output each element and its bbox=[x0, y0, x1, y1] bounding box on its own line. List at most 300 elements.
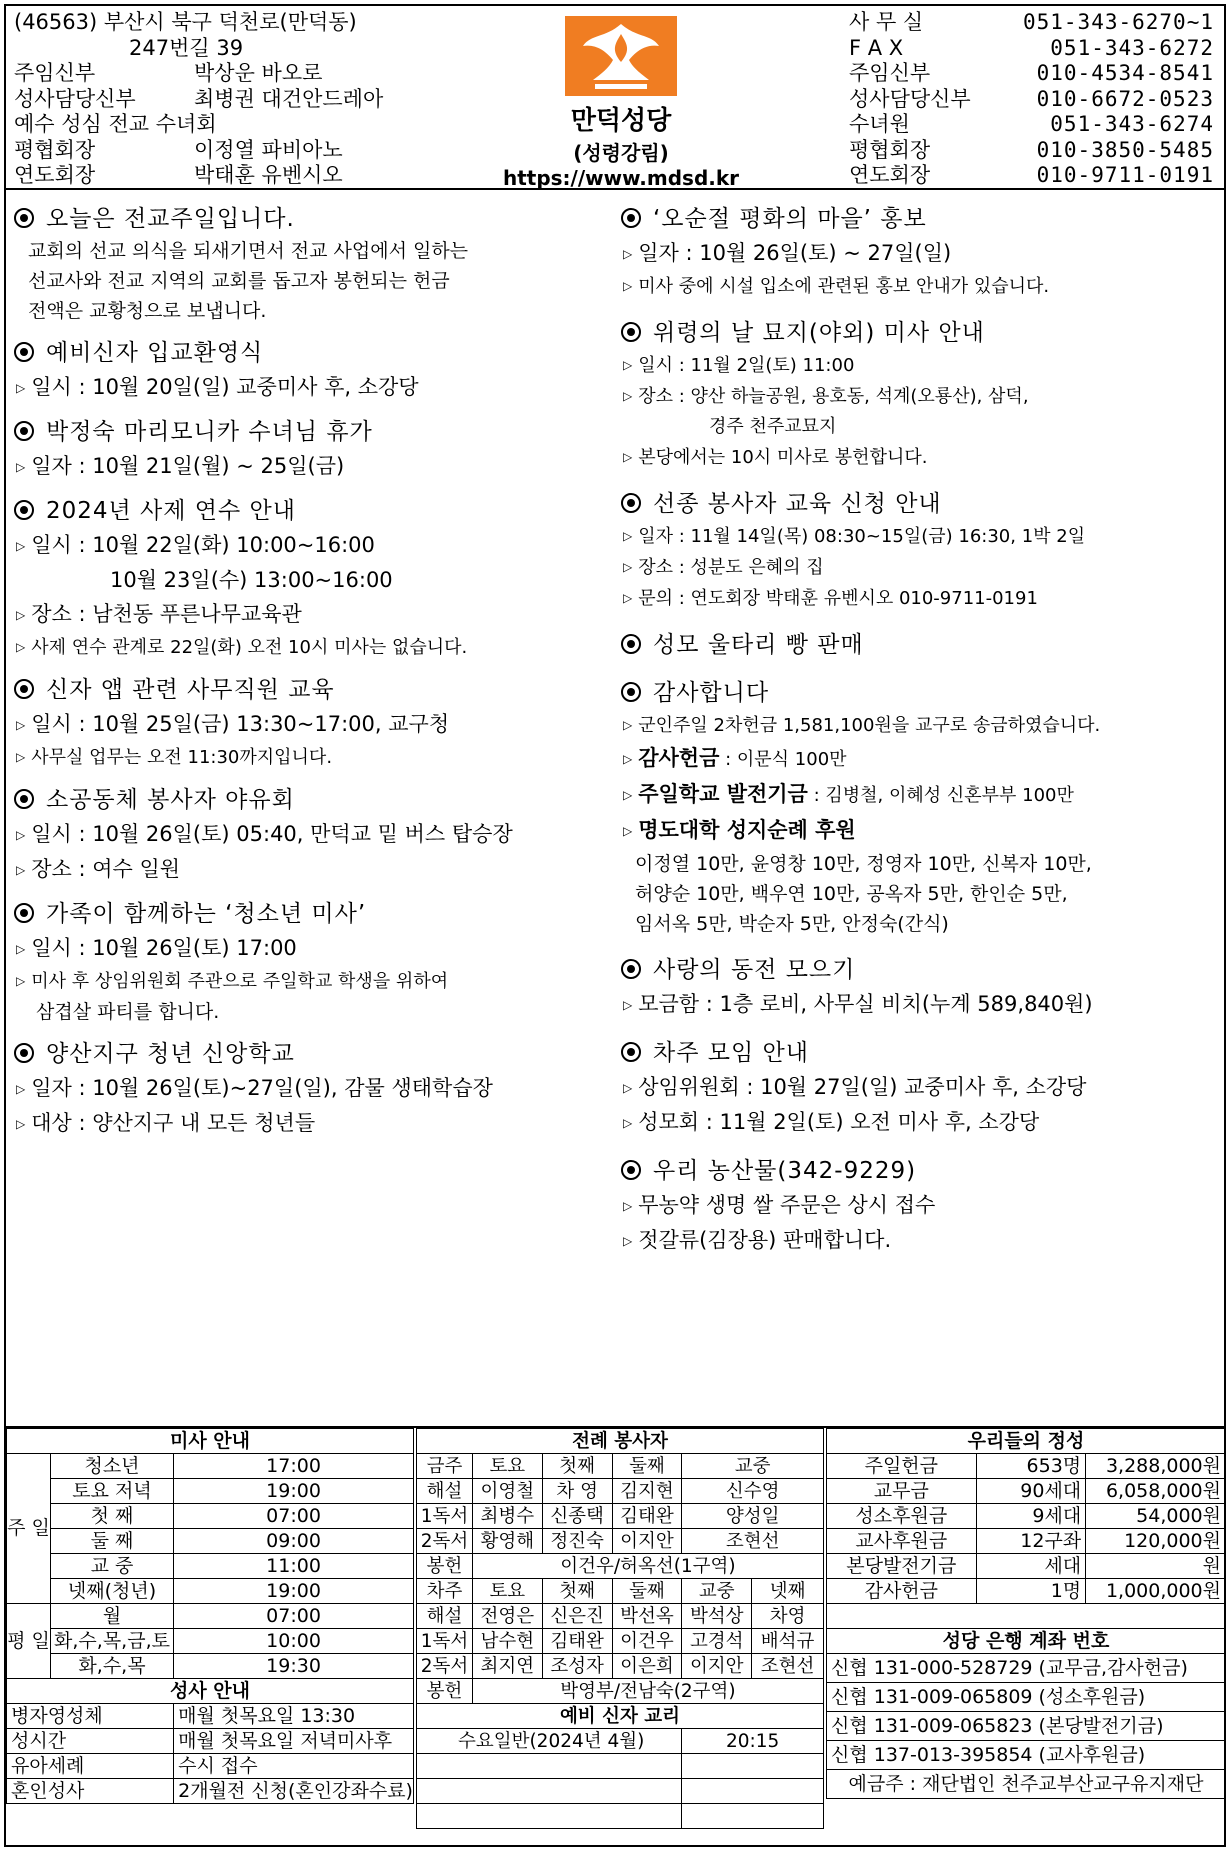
notice-title-text: 2024년 사제 연수 안내 bbox=[46, 498, 296, 524]
notice-item-text: 장소 : 성분도 은혜의 집 bbox=[638, 557, 824, 578]
liturgy-head: 둘째 bbox=[612, 1454, 682, 1479]
empty-cell bbox=[417, 1804, 682, 1829]
notice-item bbox=[14, 931, 604, 966]
circle-bullet-icon bbox=[621, 634, 641, 654]
notice-item-text: 장소 : 남천동 푸른나무교육관 bbox=[31, 602, 302, 626]
notice-item-text: 사제 연수 관계로 22일(화) 오전 10시 미사는 없습니다. bbox=[31, 637, 468, 658]
notice-item-text: 일시 : 10월 25일(금) 13:30~17:00, 교구청 bbox=[31, 712, 450, 736]
notice-title-text: 소공동체 봉사자 야유회 bbox=[46, 787, 295, 813]
bank-account: 신협 131-000-528729 (교무금,감사헌금) bbox=[827, 1654, 1226, 1683]
notice-title bbox=[621, 487, 1221, 521]
offering-amount: 원 bbox=[1086, 1554, 1226, 1579]
thanks-label: 감사헌금 bbox=[638, 746, 720, 770]
notice-item bbox=[14, 370, 604, 405]
triangle-bullet-icon: ▷ bbox=[16, 1117, 26, 1131]
offering-count: 12구좌 bbox=[976, 1529, 1086, 1554]
notice-section bbox=[14, 202, 604, 326]
notice-item bbox=[14, 449, 604, 484]
parish-info-row: (46563) 부산시 북구 덕천로(만덕동) bbox=[14, 10, 357, 34]
notice-item bbox=[14, 528, 604, 563]
liturgy-cell: 1독서 bbox=[417, 1504, 473, 1529]
notice-item-text: 상임위원회 : 10월 27일(일) 교중미사 후, 소강당 bbox=[638, 1075, 1087, 1099]
triangle-bullet-icon: ▷ bbox=[623, 247, 633, 261]
liturgy-head: 교중 bbox=[682, 1579, 752, 1604]
mass-name: 둘 째 bbox=[50, 1529, 173, 1554]
circle-bullet-icon bbox=[14, 208, 34, 228]
notice-section bbox=[621, 953, 1221, 1022]
mass-weekday-label: 평 일 bbox=[7, 1604, 51, 1679]
thanks-item bbox=[621, 741, 1221, 777]
notice-section bbox=[621, 1036, 1221, 1140]
triangle-bullet-icon: ▷ bbox=[16, 942, 26, 956]
offering-name: 교무금 bbox=[827, 1479, 977, 1504]
notice-title-text: 우리 농산물(342-9229) bbox=[653, 1158, 917, 1184]
liturgy-offer-label: 봉헌 bbox=[417, 1679, 473, 1704]
notice-title bbox=[621, 953, 1221, 987]
contact-numbers bbox=[849, 10, 1214, 189]
liturgy-cell: 배석규 bbox=[752, 1629, 824, 1654]
contact-row bbox=[849, 163, 1214, 189]
notice-item bbox=[14, 707, 604, 742]
sacrament-schedule: 매월 첫목요일 저녁미사후 bbox=[174, 1729, 414, 1754]
liturgy-head: 토요 bbox=[472, 1579, 542, 1604]
notice-title-text: 차주 모임 안내 bbox=[653, 1040, 809, 1066]
empty-cell bbox=[682, 1754, 824, 1779]
parish-info-label: 성사담당신부 bbox=[14, 86, 136, 111]
notice-title bbox=[14, 494, 604, 528]
contact-number: 010-9711-0191 bbox=[1036, 163, 1214, 187]
donor-line: 이정열 10만, 윤영창 10만, 정영자 10만, 신복자 10만, bbox=[635, 853, 1092, 875]
contact-number: 010-4534-8541 bbox=[1036, 61, 1214, 85]
triangle-bullet-icon: ▷ bbox=[623, 389, 633, 403]
notice-item bbox=[621, 1105, 1221, 1140]
notice-item bbox=[14, 597, 604, 632]
triangle-bullet-icon: ▷ bbox=[623, 1234, 633, 1248]
triangle-bullet-icon: ▷ bbox=[16, 750, 26, 764]
liturgy-cell: 박선옥 bbox=[612, 1604, 682, 1629]
sacrament-schedule: 매월 첫목요일 13:30 bbox=[174, 1704, 414, 1729]
notice-title-text: 사랑의 동전 모으기 bbox=[653, 957, 856, 983]
notice-item-text: 성모회 : 11월 2일(토) 오전 미사 후, 소강당 bbox=[638, 1110, 1040, 1134]
liturgy-cell: 최지연 bbox=[472, 1654, 542, 1679]
empty-cell bbox=[682, 1779, 824, 1804]
contact-number: 051-343-6270~1 bbox=[1022, 10, 1214, 34]
contact-row bbox=[849, 10, 1214, 36]
notice-item-text: 미사 중에 시설 입소에 관련된 홍보 안내가 있습니다. bbox=[638, 276, 1050, 297]
notice-section bbox=[621, 202, 1221, 302]
notice-item bbox=[14, 742, 604, 773]
liturgy-head: 금주 bbox=[417, 1454, 473, 1479]
triangle-bullet-icon: ▷ bbox=[623, 788, 633, 802]
contact-label: 평협회장 bbox=[849, 137, 931, 162]
triangle-bullet-icon: ▷ bbox=[623, 560, 633, 574]
sacrament-table-title: 성사 안내 bbox=[7, 1679, 414, 1704]
notice-item-text: 사무실 업무는 오전 11:30까지입니다. bbox=[31, 747, 333, 768]
notice-title-text: 가족이 함께하는 ‘청소년 미사’ bbox=[46, 901, 367, 927]
circle-bullet-icon bbox=[14, 342, 34, 362]
notice-item-text: 본당에서는 10시 미사로 봉헌합니다. bbox=[638, 447, 928, 468]
mass-time: 10:00 bbox=[174, 1629, 414, 1654]
notice-section bbox=[14, 783, 604, 887]
notice-item-text: 장소 : 양산 하늘공원, 용호동, 석계(오룡산), 삼덕, bbox=[638, 386, 1029, 407]
notice-title bbox=[14, 897, 604, 931]
notice-item-continued: 경주 천주교묘지 bbox=[709, 416, 837, 437]
contact-label: F A X bbox=[849, 35, 904, 60]
notice-item bbox=[14, 1071, 604, 1106]
notice-item-text: 일시 : 11월 2일(토) 11:00 bbox=[638, 355, 855, 376]
notice-item-text: 무농약 생명 쌀 주문은 상시 접수 bbox=[638, 1193, 936, 1217]
offering-name: 본당발전기금 bbox=[827, 1554, 977, 1579]
contact-row bbox=[849, 112, 1214, 138]
offering-amount: 1,000,000원 bbox=[1086, 1579, 1226, 1604]
parish-info-row bbox=[14, 163, 383, 189]
circle-bullet-icon bbox=[14, 789, 34, 809]
liturgy-cell: 김태완 bbox=[542, 1629, 612, 1654]
notice-title bbox=[14, 1037, 604, 1071]
parish-info-label: 주임신부 bbox=[14, 61, 96, 85]
mass-sunday-label: 주 일 bbox=[7, 1454, 51, 1604]
sacrament-schedule: 수시 접수 bbox=[174, 1754, 414, 1779]
church-url[interactable]: https://www.mdsd.kr bbox=[502, 166, 740, 190]
notice-item bbox=[14, 966, 604, 997]
triangle-bullet-icon: ▷ bbox=[16, 1082, 26, 1096]
notice-item-text: 일자 : 10월 26일(토)~27일(일), 감물 생태학습장 bbox=[31, 1076, 493, 1100]
parish-info-row bbox=[14, 138, 383, 164]
notice-section bbox=[621, 487, 1221, 614]
notice-section bbox=[621, 676, 1221, 939]
triangle-bullet-icon: ▷ bbox=[623, 752, 633, 766]
bulletin-header bbox=[6, 6, 1224, 190]
liturgy-cell: 고경석 bbox=[682, 1629, 752, 1654]
mass-time: 19:30 bbox=[174, 1654, 414, 1679]
liturgy-head: 첫째 bbox=[542, 1454, 612, 1479]
mass-name: 화,수,목 bbox=[50, 1654, 173, 1679]
notice-title bbox=[14, 673, 604, 707]
contact-label: 주임신부 bbox=[849, 61, 931, 85]
liturgy-cell: 이은희 bbox=[612, 1654, 682, 1679]
liturgy-head: 넷째 bbox=[752, 1579, 824, 1604]
notice-title-text: 양산지구 청년 신앙학교 bbox=[46, 1041, 295, 1067]
contact-label: 연도회장 bbox=[849, 163, 931, 187]
liturgy-head: 둘째 bbox=[612, 1579, 682, 1604]
sacrament-name: 성시간 bbox=[7, 1729, 174, 1754]
notice-item bbox=[621, 350, 1221, 381]
parish-info-value: 이정열 파비아노 bbox=[194, 137, 343, 162]
triangle-bullet-icon: ▷ bbox=[16, 828, 26, 842]
mass-name: 토요 저녁 bbox=[50, 1479, 173, 1504]
mass-time: 19:00 bbox=[174, 1579, 414, 1604]
triangle-bullet-icon: ▷ bbox=[623, 591, 633, 605]
liturgy-cell: 조성자 bbox=[542, 1654, 612, 1679]
triangle-bullet-icon: ▷ bbox=[16, 718, 26, 732]
notice-title bbox=[14, 202, 604, 236]
notice-item-text: 대상 : 양산지구 내 모든 청년들 bbox=[31, 1111, 316, 1135]
sacrament-name: 유아세례 bbox=[7, 1754, 174, 1779]
notice-item-text: 일시 : 10월 22일(화) 10:00~16:00 bbox=[31, 533, 375, 557]
bank-account: 신협 131-009-065809 (성소후원금) bbox=[827, 1683, 1226, 1712]
parish-info-row: 예수 성심 전교 수녀회 bbox=[14, 112, 217, 136]
triangle-bullet-icon: ▷ bbox=[623, 529, 633, 543]
offering-count: 9세대 bbox=[976, 1504, 1086, 1529]
notice-title-text: ‘오순절 평화의 마을’ 홍보 bbox=[653, 206, 927, 232]
liturgy-cell: 신종택 bbox=[542, 1504, 612, 1529]
liturgy-offer-value: 박영부/전남숙(2구역) bbox=[472, 1679, 823, 1704]
thanks-label: 명도대학 성지순례 후원 bbox=[638, 818, 856, 842]
circle-bullet-icon bbox=[621, 208, 641, 228]
mass-time: 17:00 bbox=[174, 1454, 414, 1479]
liturgy-cell: 1독서 bbox=[417, 1629, 473, 1654]
notice-item-text: 일자 : 11월 14일(목) 08:30~15일(금) 16:30, 1박 2일 bbox=[638, 526, 1086, 547]
notice-title bbox=[14, 415, 604, 449]
liturgy-cell: 조현선 bbox=[682, 1529, 824, 1554]
triangle-bullet-icon: ▷ bbox=[16, 974, 26, 988]
contact-row bbox=[849, 61, 1214, 87]
liturgy-offer-label: 봉헌 bbox=[417, 1554, 473, 1579]
sacrament-name: 혼인성사 bbox=[7, 1779, 174, 1804]
notice-item-text: 문의 : 연도회장 박태훈 유벤시오 010-9711-0191 bbox=[638, 588, 1038, 609]
notice-section bbox=[14, 336, 604, 405]
offering-amount: 120,000원 bbox=[1086, 1529, 1226, 1554]
notice-item bbox=[621, 442, 1221, 473]
empty-cell bbox=[827, 1604, 1226, 1629]
liturgy-cell: 박석상 bbox=[682, 1604, 752, 1629]
offering-table-title: 우리들의 정성 bbox=[827, 1429, 1226, 1454]
offering-amount: 3,288,000원 bbox=[1086, 1454, 1226, 1479]
liturgy-cell: 조현선 bbox=[752, 1654, 824, 1679]
thanks-item bbox=[621, 813, 1221, 849]
liturgy-cell: 신은진 bbox=[542, 1604, 612, 1629]
triangle-bullet-icon: ▷ bbox=[16, 539, 26, 553]
circle-bullet-icon bbox=[621, 322, 641, 342]
notice-title bbox=[621, 1036, 1221, 1070]
mass-name: 교 중 bbox=[50, 1554, 173, 1579]
offering-count: 90세대 bbox=[976, 1479, 1086, 1504]
triangle-bullet-icon: ▷ bbox=[623, 1116, 633, 1130]
triangle-bullet-icon: ▷ bbox=[623, 824, 633, 838]
notice-item bbox=[621, 1188, 1221, 1223]
offering-amount: 6,058,000원 bbox=[1086, 1479, 1226, 1504]
bank-account: 신협 131-009-065823 (본당발전기금) bbox=[827, 1712, 1226, 1741]
notice-section bbox=[14, 673, 604, 773]
liturgy-offer-value: 이건우/허옥선(1구역) bbox=[472, 1554, 823, 1579]
notice-item bbox=[14, 632, 604, 663]
circle-bullet-icon bbox=[621, 959, 641, 979]
notice-item bbox=[14, 852, 604, 887]
empty-cell bbox=[417, 1779, 682, 1804]
notice-title-text: 위령의 날 묘지(야외) 미사 안내 bbox=[653, 320, 985, 346]
notice-item-text: 일시 : 10월 26일(토) 05:40, 만덕교 밑 버스 탑승장 bbox=[31, 822, 513, 846]
triangle-bullet-icon: ▷ bbox=[16, 608, 26, 622]
notice-item bbox=[621, 583, 1221, 614]
circle-bullet-icon bbox=[14, 421, 34, 441]
notice-item-text: 장소 : 여수 일원 bbox=[31, 857, 181, 881]
liturgy-cell: 이영철 bbox=[472, 1479, 542, 1504]
notice-section bbox=[14, 494, 604, 663]
parish-info-row bbox=[14, 87, 383, 113]
triangle-bullet-icon: ▷ bbox=[623, 279, 633, 293]
notice-paragraph: 전액은 교황청으로 보냅니다. bbox=[28, 300, 267, 322]
parish-info-value: 박상운 바오로 bbox=[194, 61, 323, 85]
notice-section bbox=[621, 316, 1221, 473]
church-logo-block bbox=[502, 16, 740, 190]
mass-time: 07:00 bbox=[174, 1504, 414, 1529]
notice-item bbox=[621, 521, 1221, 552]
thanks-item bbox=[621, 777, 1221, 813]
circle-bullet-icon bbox=[621, 682, 641, 702]
liturgy-cell: 신수영 bbox=[682, 1479, 824, 1504]
donor-line: 허양순 10만, 백우연 10만, 공옥자 5만, 한인순 5만, bbox=[635, 883, 1068, 905]
thanks-label: 주일학교 발전기금 bbox=[638, 782, 808, 806]
liturgy-cell: 이지안 bbox=[682, 1654, 752, 1679]
notice-section bbox=[621, 628, 1221, 662]
notice-item bbox=[621, 1223, 1221, 1258]
parish-info-row: 247번길 39 bbox=[129, 35, 244, 60]
donor-line: 임서옥 5만, 박순자 5만, 안정숙(간식) bbox=[635, 913, 949, 935]
left-column bbox=[14, 202, 604, 1141]
notice-item bbox=[14, 817, 604, 852]
triangle-bullet-icon: ▷ bbox=[623, 998, 633, 1012]
liturgy-cell: 김태완 bbox=[612, 1504, 682, 1529]
liturgy-head: 교중 bbox=[682, 1454, 824, 1479]
contact-label: 수녀원 bbox=[849, 112, 910, 136]
liturgy-cell: 이지안 bbox=[612, 1529, 682, 1554]
catechism-class: 수요일반(2024년 4월) bbox=[417, 1729, 682, 1754]
triangle-bullet-icon: ▷ bbox=[623, 450, 633, 464]
notice-item-text: 일시 : 10월 20일(일) 교중미사 후, 소강당 bbox=[31, 375, 419, 399]
notice-item bbox=[621, 236, 1221, 271]
sacrament-schedule: 2개월전 신청(혼인강좌수료) bbox=[174, 1779, 414, 1804]
liturgy-cell: 2독서 bbox=[417, 1654, 473, 1679]
offering-name: 교사후원금 bbox=[827, 1529, 977, 1554]
mass-name: 청소년 bbox=[50, 1454, 173, 1479]
notice-title bbox=[621, 202, 1221, 236]
liturgy-cell: 정진숙 bbox=[542, 1529, 612, 1554]
triangle-bullet-icon: ▷ bbox=[16, 381, 26, 395]
contact-row bbox=[849, 36, 1214, 62]
triangle-bullet-icon: ▷ bbox=[16, 863, 26, 877]
parish-info-row bbox=[14, 61, 383, 87]
contact-number: 010-6672-0523 bbox=[1036, 86, 1214, 111]
offering-name: 주일헌금 bbox=[827, 1454, 977, 1479]
contact-label: 사 무 실 bbox=[849, 10, 924, 34]
offering-count: 1명 bbox=[976, 1579, 1086, 1604]
liturgy-cell: 해설 bbox=[417, 1479, 473, 1504]
notice-title-text: 선종 봉사자 교육 신청 안내 bbox=[653, 491, 942, 517]
notice-item-text: 일시 : 10월 26일(토) 17:00 bbox=[31, 936, 297, 960]
account-table-title: 성당 은행 계좌 번호 bbox=[827, 1629, 1226, 1654]
church-subtitle: (성령강림) bbox=[573, 141, 669, 165]
notice-title-text: 오늘은 전교주일입니다. bbox=[46, 206, 295, 232]
mass-name: 월 bbox=[50, 1604, 173, 1629]
circle-bullet-icon bbox=[14, 679, 34, 699]
account-holder: 예금주 : 재단법인 천주교부산교구유지재단 bbox=[827, 1770, 1226, 1799]
notice-item bbox=[621, 1070, 1221, 1105]
mass-time: 19:00 bbox=[174, 1479, 414, 1504]
triangle-bullet-icon: ▷ bbox=[623, 358, 633, 372]
liturgy-head: 차주 bbox=[417, 1579, 473, 1604]
parish-info-value: 최병권 대건안드레아 bbox=[194, 86, 384, 111]
notice-title bbox=[621, 316, 1221, 350]
mass-name: 넷째(청년) bbox=[50, 1579, 173, 1604]
contact-label: 성사담당신부 bbox=[849, 86, 971, 111]
contact-row bbox=[849, 87, 1214, 113]
contact-number: 051-343-6272 bbox=[1050, 35, 1214, 60]
notice-item-text: 일자 : 10월 21일(월) ~ 25일(금) bbox=[31, 454, 345, 478]
church-name: 만덕성당 bbox=[570, 106, 672, 136]
offering-name: 감사헌금 bbox=[827, 1579, 977, 1604]
right-column bbox=[621, 202, 1221, 1258]
church-logo-icon bbox=[565, 16, 677, 96]
notice-item-text: 일자 : 10월 26일(토) ~ 27일(일) bbox=[638, 241, 952, 265]
mass-table bbox=[6, 1428, 414, 1804]
notice-title-text: 박정숙 마리모니카 수녀님 휴가 bbox=[46, 419, 373, 445]
catechism-time: 20:15 bbox=[682, 1729, 824, 1754]
circle-bullet-icon bbox=[14, 500, 34, 520]
mass-time: 07:00 bbox=[174, 1604, 414, 1629]
notice-section bbox=[14, 897, 604, 1027]
notice-item bbox=[621, 552, 1221, 583]
liturgy-cell: 황영해 bbox=[472, 1529, 542, 1554]
notice-title-text: 감사합니다 bbox=[653, 680, 770, 706]
notice-title-text: 신자 앱 관련 사무직원 교육 bbox=[46, 677, 335, 703]
notice-section bbox=[14, 1037, 604, 1141]
liturgy-cell: 이건우 bbox=[612, 1629, 682, 1654]
parish-info-value: 박태훈 유벤시오 bbox=[194, 163, 343, 187]
liturgy-cell: 김지현 bbox=[612, 1479, 682, 1504]
notice-item bbox=[621, 271, 1221, 302]
notice-paragraph: 선교사와 전교 지역의 교회를 돕고자 봉헌되는 헌금 bbox=[28, 270, 450, 292]
empty-cell bbox=[417, 1754, 682, 1779]
thanks-text: : 김병철, 이혜성 신혼부부 100만 bbox=[807, 785, 1074, 806]
notice-section bbox=[14, 415, 604, 484]
mass-time: 09:00 bbox=[174, 1529, 414, 1554]
circle-bullet-icon bbox=[14, 903, 34, 923]
parish-info bbox=[14, 10, 383, 189]
liturgy-head: 토요 bbox=[472, 1454, 542, 1479]
liturgy-cell: 차 영 bbox=[542, 1479, 612, 1504]
thanks-text: : 이문식 100만 bbox=[719, 749, 847, 770]
notice-item-continued: 삼겹살 파티를 합니다. bbox=[36, 1001, 220, 1023]
bottom-tables bbox=[6, 1426, 1224, 1847]
circle-bullet-icon bbox=[14, 1043, 34, 1063]
circle-bullet-icon bbox=[621, 1042, 641, 1062]
bank-account: 신협 137-013-395854 (교사후원금) bbox=[827, 1741, 1226, 1770]
contact-number: 010-3850-5485 bbox=[1036, 137, 1214, 162]
notice-title bbox=[14, 783, 604, 817]
mass-time: 11:00 bbox=[174, 1554, 414, 1579]
liturgy-cell: 남수현 bbox=[472, 1629, 542, 1654]
triangle-bullet-icon: ▷ bbox=[623, 1081, 633, 1095]
catechism-title: 예비 신자 교리 bbox=[417, 1704, 824, 1729]
triangle-bullet-icon: ▷ bbox=[623, 1199, 633, 1213]
notice-item bbox=[621, 381, 1221, 412]
notice-title bbox=[621, 676, 1221, 710]
offering-amount: 54,000원 bbox=[1086, 1504, 1226, 1529]
notice-title bbox=[621, 1154, 1221, 1188]
liturgy-head: 첫째 bbox=[542, 1579, 612, 1604]
empty-cell bbox=[682, 1804, 824, 1829]
notice-item-text: 젓갈류(김장용) 판매합니다. bbox=[638, 1228, 892, 1252]
offering-name: 성소후원금 bbox=[827, 1504, 977, 1529]
triangle-bullet-icon: ▷ bbox=[623, 718, 633, 732]
notice-item bbox=[14, 1106, 604, 1141]
bulletin-page bbox=[4, 4, 1226, 1847]
mass-table-title: 미사 안내 bbox=[7, 1429, 414, 1454]
contact-number: 051-343-6274 bbox=[1050, 112, 1214, 136]
circle-bullet-icon bbox=[621, 493, 641, 513]
notice-section bbox=[621, 1154, 1221, 1258]
mass-name: 화,수,목,금,토 bbox=[50, 1629, 173, 1654]
